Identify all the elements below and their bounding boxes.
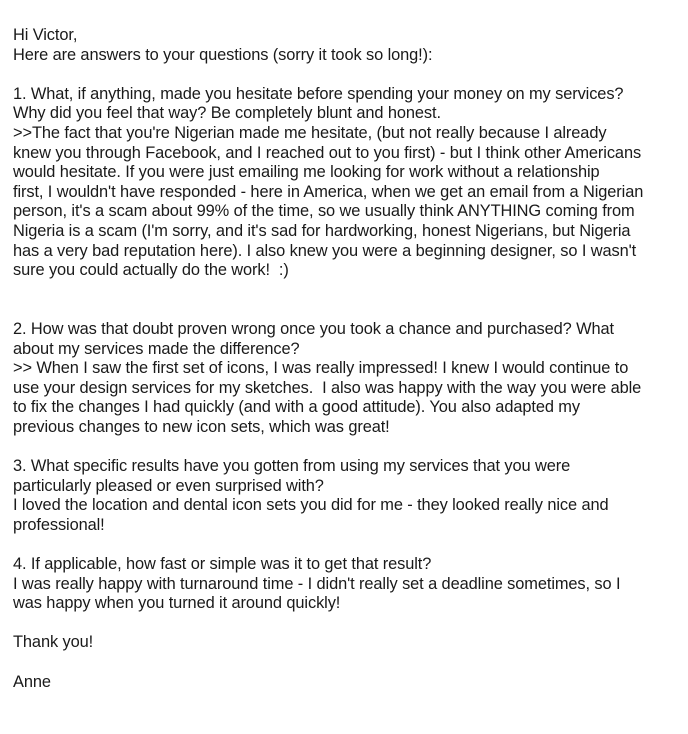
answer-1-line-1: >>The fact that you're Nigerian made me hesitate, (but not really because I already <box>13 123 607 142</box>
spacer <box>13 437 681 457</box>
question-3-line-2: particularly pleased or even surprised with? <box>13 476 324 495</box>
answer-4-line-1: I was really happy with turnaround time - I didn't really set a deadline sometimes, so I <box>13 574 621 593</box>
answer-1-line-4: first, I wouldn't have responded - here in America, when we get an email from a Nigerian <box>13 182 644 201</box>
spacer <box>13 281 681 320</box>
closing: Thank you! <box>13 633 94 652</box>
answer-4-line-2: was happy when you turned it around quickly! <box>13 594 341 613</box>
question-1-line-1: 1. What, if anything, made you hesitate before spending your money on my services? <box>13 84 624 103</box>
answer-3-line-2: professional! <box>13 515 105 534</box>
question-1-line-2: Why did you feel that way? Be completely blunt and honest. <box>13 104 441 123</box>
answer-2-line-2: use your design services for my sketches. I also was happy with the way you were able <box>13 378 642 397</box>
answer-1-line-2: knew you through Facebook, and I reached out to you first) - but I think other Americans <box>13 143 642 162</box>
answer-1-line-5: person, it's a scam about 99% of the time, so we usually think ANYTHING coming from <box>13 202 635 221</box>
answer-2-line-1: >> When I saw the first set of icons, I was really impressed! I knew I would continue to <box>13 359 629 378</box>
email-body <box>13 26 681 692</box>
intro-line: Here are answers to your questions (sorry it took so long!): <box>13 45 433 64</box>
question-4-line-1: 4. If applicable, how fast or simple was it to get that result? <box>13 555 432 574</box>
answer-1-line-7: has a very bad reputation here). I also knew you were a beginning designer, so I wasn't <box>13 241 637 260</box>
question-1-block <box>13 85 681 281</box>
greeting: Hi Victor, <box>13 26 78 44</box>
answer-1-line-3: would hesitate. If you were just emailing me looking for work without a relationship <box>13 163 600 182</box>
answer-3-line-1: I loved the location and dental icon sets you did for me - they looked really nice and <box>13 496 609 515</box>
question-2-block <box>13 320 681 438</box>
question-3-line-1: 3. What specific results have you gotten from using my services that you were <box>13 457 571 476</box>
spacer <box>13 653 681 673</box>
spacer <box>13 614 681 634</box>
answer-2-line-4: previous changes to new icon sets, which was great! <box>13 417 390 436</box>
question-3-block <box>13 457 681 535</box>
question-4-block <box>13 555 681 614</box>
spacer <box>13 535 681 555</box>
question-2-line-2: about my services made the difference? <box>13 339 300 358</box>
signature: Anne <box>13 672 51 691</box>
answer-1-line-8: sure you could actually do the work! :) <box>13 261 289 280</box>
answer-2-line-3: to fix the changes I had quickly (and with a good attitude). You also adapted my <box>13 398 580 417</box>
answer-1-line-6: Nigeria is a scam (I'm sorry, and it's sad for hardworking, honest Nigerians, but Nigeria <box>13 221 631 240</box>
spacer <box>13 65 681 85</box>
question-2-line-1: 2. How was that doubt proven wrong once you took a chance and purchased? What <box>13 319 614 338</box>
